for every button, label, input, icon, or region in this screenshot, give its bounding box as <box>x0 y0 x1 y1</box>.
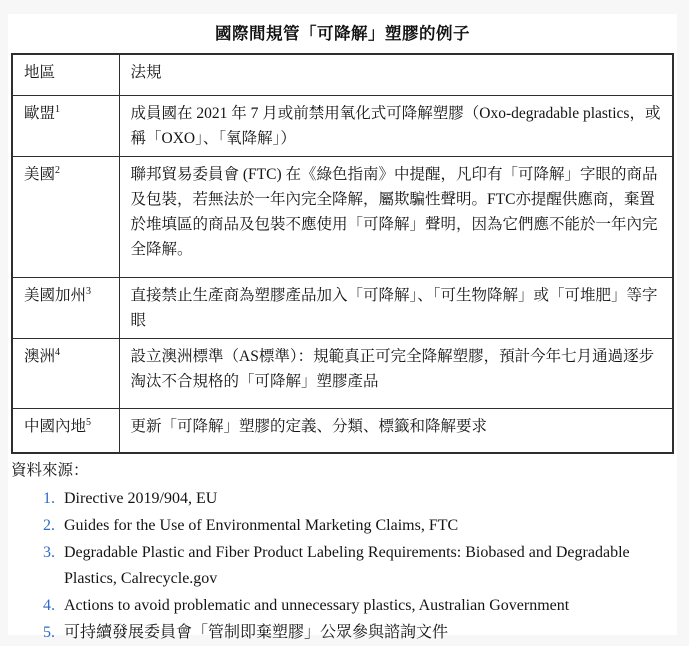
table-row <box>12 156 673 277</box>
region-name: 歐盟 <box>24 104 56 122</box>
region-name: 澳洲 <box>24 347 56 365</box>
regulation-cell: 聯邦貿易委員會 (FTC) 在《綠色指南》中提醒，凡印有「可降解」字眼的商品及包裝，若無法於一年內完全降解，屬欺騙性聲明。FTC亦提醒供應商，棄置於堆填區的商品及包裝不應使用「可降解」聲明，因為它們應不能於一年內完全降解。 <box>119 156 673 277</box>
regulation-cell: 設立澳洲標準（AS標準）：規範真正可完全降解塑膠，預計今年七月通過逐步淘汰不合規格的「可降解」塑膠產品 <box>119 338 673 408</box>
source-item-text: Degradable Plastic and Fiber Product Labeling Requirements: Biobased and Degradable Plastics, Calrecycle.gov <box>64 544 630 587</box>
source-item-number: 4. <box>43 597 55 614</box>
source-item <box>10 540 675 592</box>
source-item-text: Directive 2019/904, EU <box>64 490 218 507</box>
regulation-cell: 成員國在 2021 年 7 月或前禁用氧化式可降解塑膠（Oxo-degradable plastics，或稱「OXO」、「氧降解」） <box>119 95 673 156</box>
footnote-superscript: 4 <box>55 346 61 358</box>
source-item-text: Actions to avoid problematic and unnecessary plastics, Australian Government <box>64 597 570 614</box>
source-item <box>10 486 675 512</box>
region-name: 中國內地 <box>24 417 87 435</box>
source-item-number: 2. <box>43 517 55 534</box>
document-page <box>8 14 677 641</box>
region-cell <box>12 95 119 156</box>
table-header-regulation: 法規 <box>119 54 673 95</box>
regulations-table-body <box>12 95 673 453</box>
footnote-superscript: 1 <box>55 103 61 115</box>
table-row <box>12 338 673 408</box>
region-cell <box>12 277 119 338</box>
source-item-number: 1. <box>43 490 55 507</box>
table-row <box>12 277 673 338</box>
footnote-superscript: 2 <box>55 164 61 176</box>
sources-section <box>10 460 675 646</box>
sources-label: 資料來源： <box>11 462 89 479</box>
source-item <box>10 593 675 619</box>
source-item <box>10 620 675 646</box>
table-row <box>12 95 673 156</box>
regulation-cell: 更新「可降解」塑膠的定義、分類、標籤和降解要求 <box>119 408 673 453</box>
page-title: 國際間規管「可降解」塑膠的例子 <box>215 24 470 43</box>
region-name: 美國 <box>24 165 56 183</box>
footnote-superscript: 5 <box>86 416 92 428</box>
region-name: 美國加州 <box>24 286 87 304</box>
regulations-table <box>11 53 674 454</box>
table-header-region: 地區 <box>12 54 119 95</box>
table-row <box>12 408 673 453</box>
sources-list <box>10 486 675 646</box>
source-item <box>10 513 675 539</box>
regulation-cell: 直接禁止生產商為塑膠產品加入「可降解」、「可生物降解」或「可堆肥」等字眼 <box>119 277 673 338</box>
footnote-superscript: 3 <box>86 285 92 297</box>
region-cell <box>12 338 119 408</box>
source-item-number: 3. <box>43 544 55 561</box>
source-item-text: Guides for the Use of Environmental Marketing Claims, FTC <box>64 517 459 534</box>
table-header-row <box>12 54 673 95</box>
region-cell <box>12 156 119 277</box>
source-item-text: 可持續發展委員會「管制即棄塑膠」公眾參與諮詢文件 <box>64 624 449 641</box>
source-item-number: 5. <box>43 624 55 641</box>
region-cell <box>12 408 119 453</box>
